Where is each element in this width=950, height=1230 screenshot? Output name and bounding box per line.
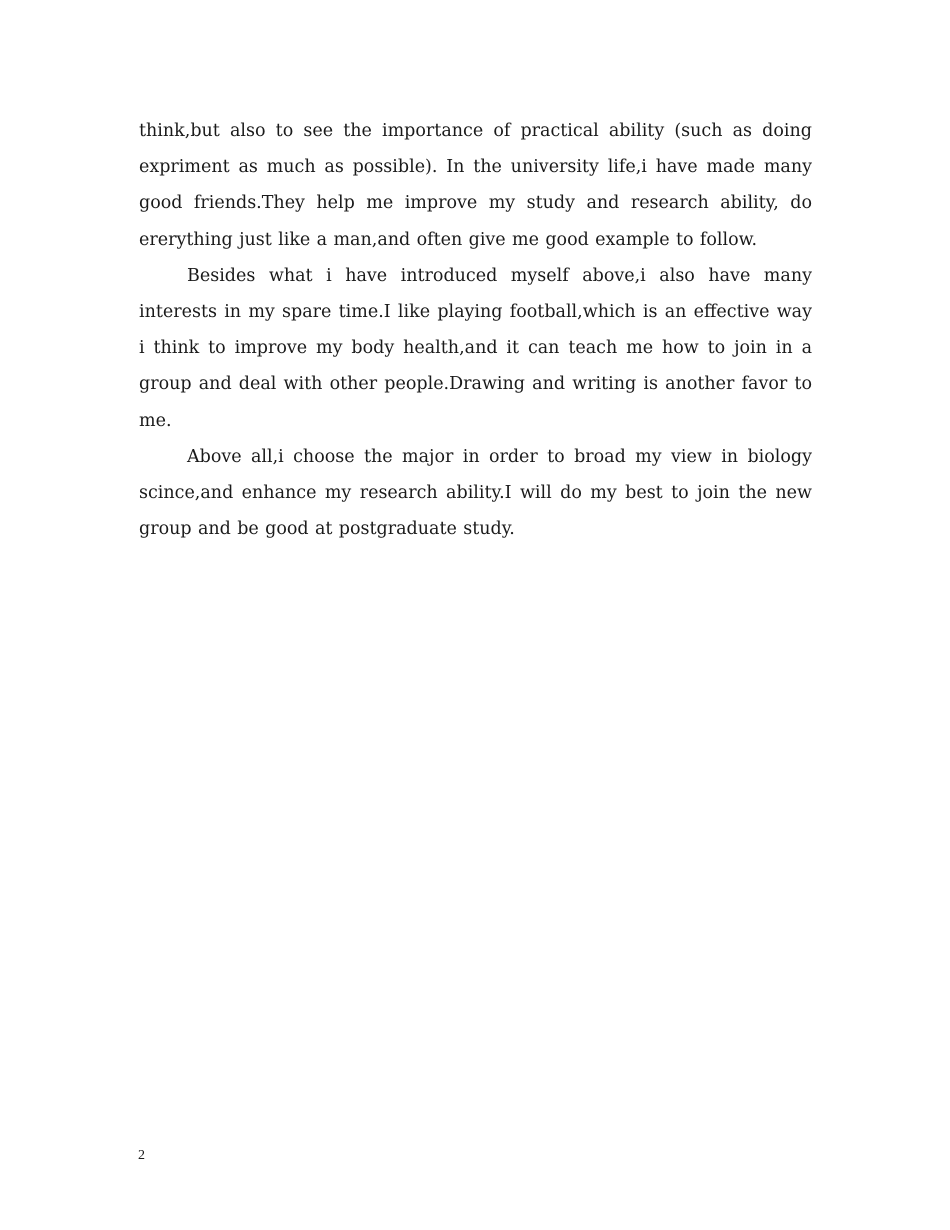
paragraph-continuation: think,but also to see the importance of practical ability (such as doing expriment as much as possible). In the university life,i have made many good friends.They help me improve my study and research ability, do ererything just like a man,and often give me good example to follow. [139,121,812,250]
paragraph-conclusion: Above all,i choose the major in order to broad my view in biology scince,and enhance my research ability.I will do my best to join the new group and be good at postgraduate study. [139,446,812,540]
paragraph-interests: Besides what i have introduced myself above,i also have many interests in my spare time.I like playing football,which is an effective way i think to improve my body health,and it can teach me how to join in a group and deal with other people.Drawing and writing is another favor to me. [139,265,812,431]
page-number: 2 [138,1148,145,1163]
document-body [139,113,812,547]
